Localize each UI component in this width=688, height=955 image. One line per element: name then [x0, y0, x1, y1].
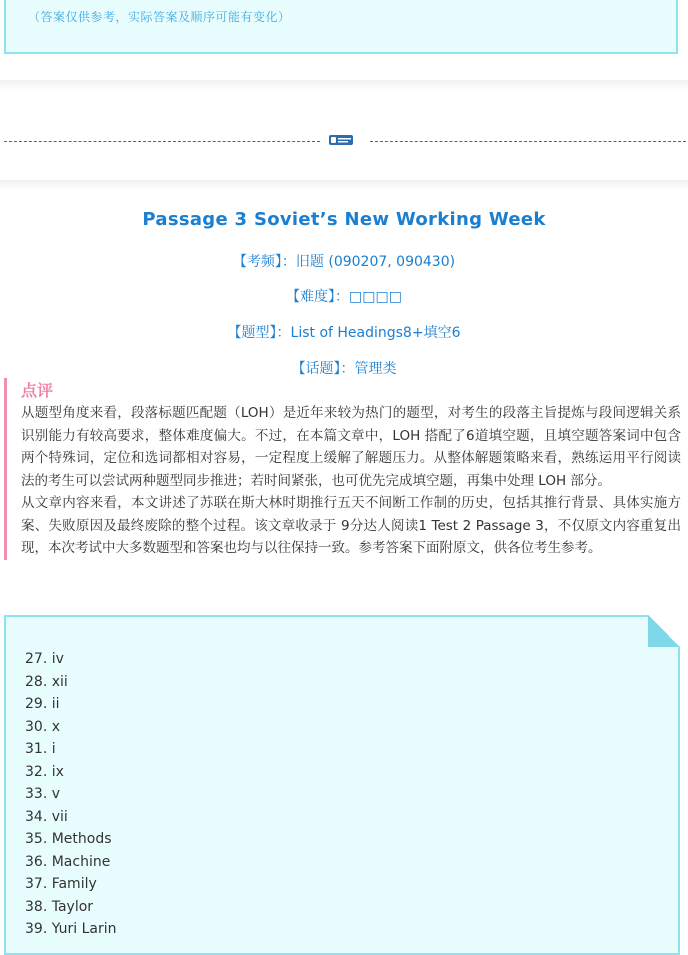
- answer-item: 31. i: [25, 741, 56, 757]
- section-shadow: [0, 180, 688, 190]
- meta-label: 【难度】：: [286, 289, 350, 305]
- answer-item: 39. Yuri Larin: [25, 921, 117, 937]
- page-corner-fold-icon: [648, 615, 680, 647]
- answer-item: 37. Family: [25, 876, 97, 892]
- review-paragraph: 从题型角度来看，段落标题匹配题（LOH）是近年来较为热门的题型，对考生的段落主旨提炼与段间逻辑关系识别能力有较高要求，整体难度偏大。不过，在本篇文章中，LOH 搭配了6道填空题，且填空题答案词中包含两个特殊词，定位和选词都相对容易，一定程度上缓解了解题压力。从整体解题策略来看，熟练运用平行阅读法的考生可以尝试两种题型同步推进；若时间紧张，也可优先完成填空题，再集中处理 LOH 部分。: [21, 405, 681, 489]
- answer-item: 38. Taylor: [25, 898, 94, 915]
- meta-difficulty: [0, 286, 688, 306]
- meta-value: 管理类: [354, 361, 397, 377]
- answer-item: 29. ii: [25, 696, 60, 712]
- meta-value: □□□□: [349, 289, 402, 305]
- divider-dash-right: [370, 141, 686, 142]
- answer-item: 34. vii: [25, 808, 68, 825]
- answer-item: 30. x: [25, 718, 60, 735]
- section-divider: [0, 140, 688, 144]
- passage-title: Passage 3 Soviet’s New Working Week: [142, 209, 546, 230]
- review-section: [4, 378, 681, 560]
- meta-label: 【话题】：: [291, 361, 355, 377]
- disclaimer-note: （答案仅供参考，实际答案及顺序可能有变化）: [28, 10, 291, 24]
- review-title: 点评: [21, 381, 54, 400]
- review-paragraph: 从文章内容来看，本文讲述了苏联在斯大林时期推行五天不间断工作制的历史，包括其推行背景、具体实施方案、失败原因及最终废除的整个过程。该文章收录于 9分达人阅读1 Test 2 Passage 3，不仅原文内容重复出现，本次考试中大多数题型和答案也均与以往保持一致。参考答案下面附原文，供各位考生参考。: [21, 495, 681, 556]
- answer-list: [25, 648, 117, 941]
- divider-dash-left: [4, 141, 320, 142]
- answer-item: 28. xii: [25, 673, 68, 690]
- note-box: [4, 0, 678, 54]
- section-shadow: [0, 80, 688, 90]
- meta-label: 【题型】：: [227, 325, 291, 341]
- meta-label: 【考频】：: [232, 254, 296, 270]
- answer-item: 32. ix: [25, 763, 64, 780]
- answer-box: [4, 615, 680, 955]
- brand-logo-icon: [329, 134, 353, 146]
- answer-item: 33. v: [25, 786, 60, 802]
- meta-value: 旧题 (090207, 090430): [295, 254, 456, 270]
- meta-frequency: [0, 251, 688, 271]
- answer-item: 27. iv: [25, 651, 64, 667]
- answer-item: 36. Machine: [25, 853, 111, 870]
- meta-topic: [0, 358, 688, 378]
- meta-type: [0, 322, 688, 342]
- meta-value: List of Headings8+填空6: [290, 325, 461, 341]
- answer-item: 35. Methods: [25, 831, 112, 847]
